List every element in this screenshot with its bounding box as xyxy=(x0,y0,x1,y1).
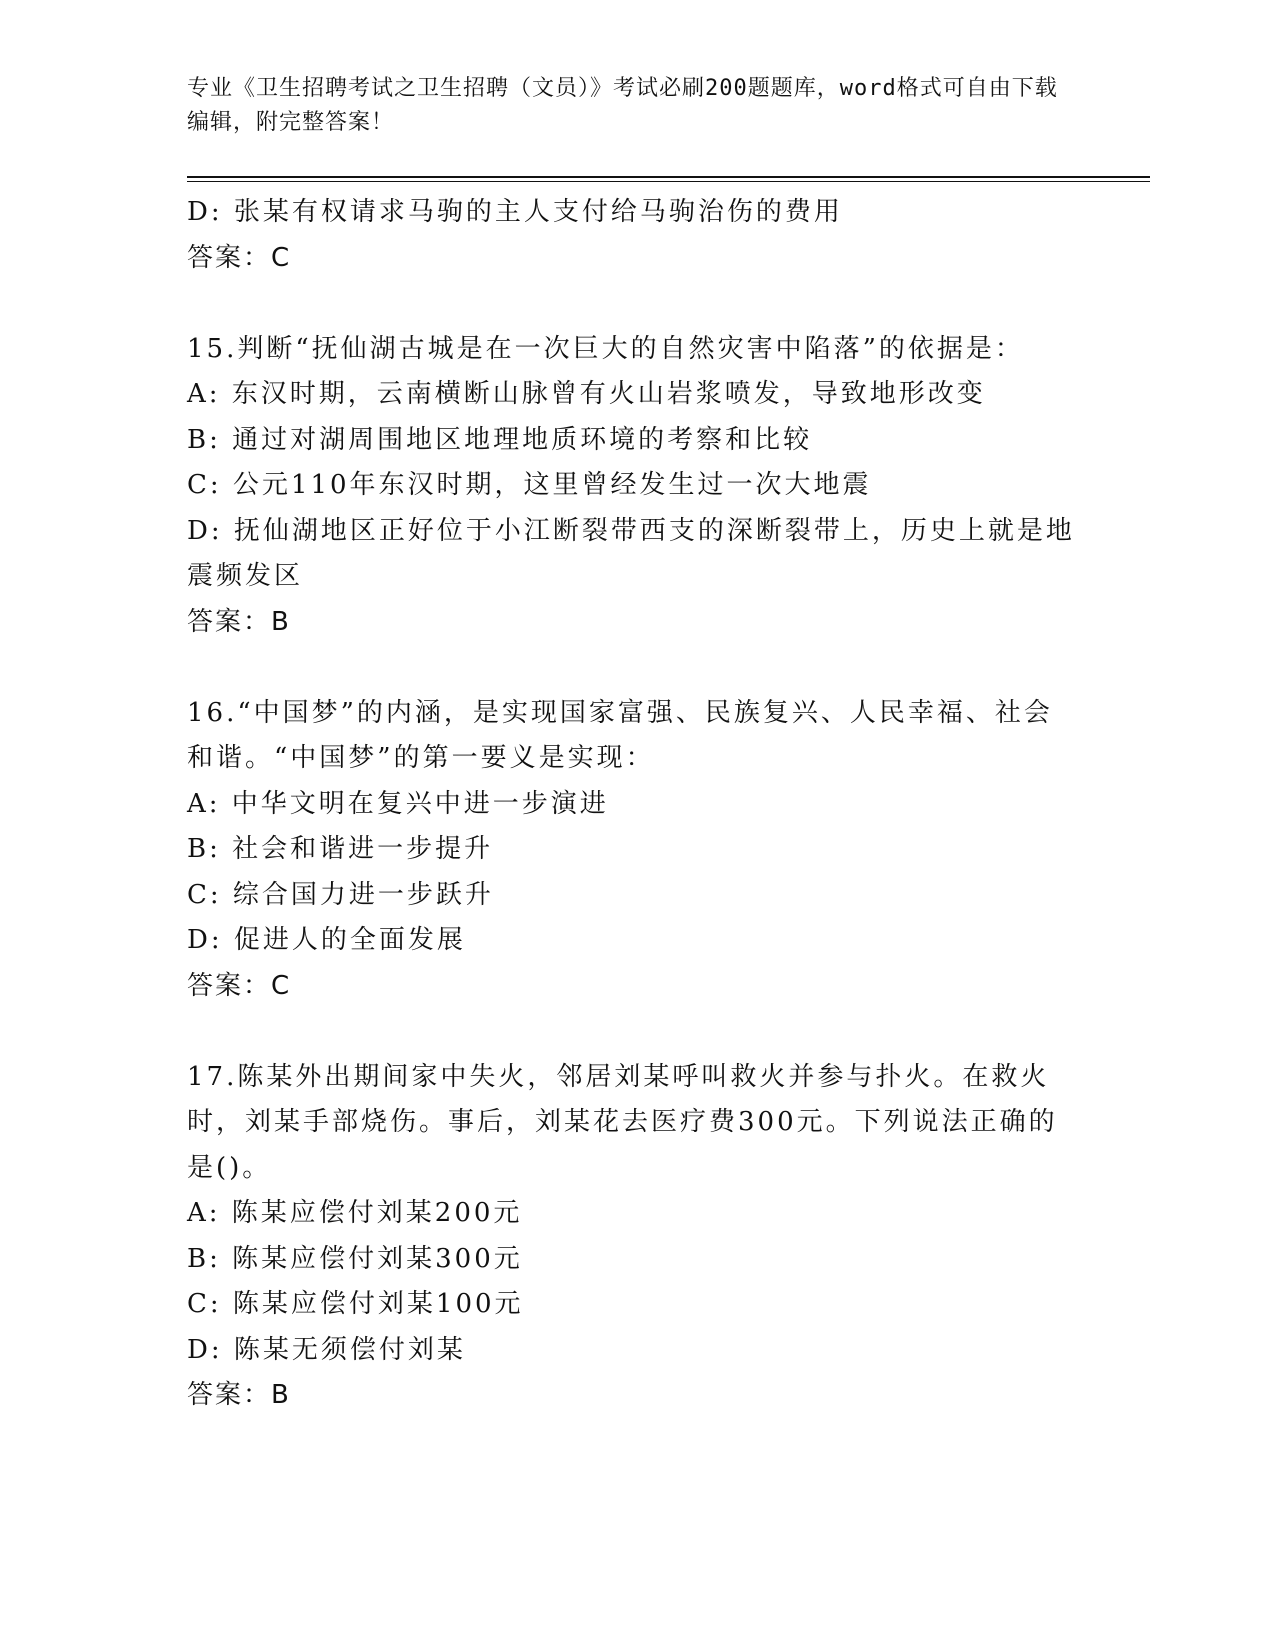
spacer xyxy=(187,281,1077,327)
q15-answer: 答案：B xyxy=(187,606,291,637)
q15-option-c: C: 公元110年东汉时期，这里曾经发生过一次大地震 xyxy=(187,470,872,500)
q16-option-c: C: 综合国力进一步跃升 xyxy=(187,879,494,910)
q16-answer: 答案：C xyxy=(187,970,292,1001)
prev-answer: 答案：C xyxy=(187,242,292,273)
q15-stem: 15.判断“抚仙湖古城是在一次巨大的自然灾害中陷落”的依据是： xyxy=(187,333,1024,364)
q16-option-d: D: 促进人的全面发展 xyxy=(187,925,466,955)
q16-option-a: A: 中华文明在复兴中进一步演进 xyxy=(187,788,609,819)
q15-option-d: D: 抚仙湖地区正好位于小江断裂带西支的深断裂带上，历史上就是地震频发区 xyxy=(187,515,1075,591)
header-divider-thick xyxy=(187,176,1150,178)
q17-answer: 答案：B xyxy=(187,1380,291,1410)
question-content xyxy=(187,190,1077,1419)
q16-stem: 16.“中国梦”的内涵，是实现国家富强、民族复兴、人民幸福、社会和谐。“中国梦”的第一要义是实现： xyxy=(187,697,1053,773)
page-header: 专业《卫生招聘考试之卫生招聘（文员）》考试必刷200题题库，word格式可自由下载编辑，附完整答案！ xyxy=(187,76,1058,135)
prev-option-d: D: 张某有权请求马驹的主人支付给马驹治伤的费用 xyxy=(187,197,843,227)
q17-stem: 17.陈某外出期间家中失火，邻居刘某呼叫救火并参与扑火。在救火时，刘某手部烧伤。事后，刘某花去医疗费300元。下列说法正确的是()。 xyxy=(187,1061,1058,1183)
q15-option-a: A: 东汉时期，云南横断山脉曾有火山岩浆喷发，导致地形改变 xyxy=(187,379,986,409)
spacer xyxy=(187,645,1077,691)
q16-option-b: B: 社会和谐进一步提升 xyxy=(187,834,494,864)
q17-option-b: B: 陈某应偿付刘某300元 xyxy=(187,1243,523,1274)
header-divider-thin xyxy=(187,181,1150,182)
spacer xyxy=(187,1009,1077,1055)
q17-option-c: C: 陈某应偿付刘某100元 xyxy=(187,1289,524,1319)
q17-option-d: D: 陈某无须偿付刘某 xyxy=(187,1334,466,1365)
q15-option-b: B: 通过对湖周围地区地理地质环境的考察和比较 xyxy=(187,424,813,455)
q17-option-a: A: 陈某应偿付刘某200元 xyxy=(187,1198,523,1228)
